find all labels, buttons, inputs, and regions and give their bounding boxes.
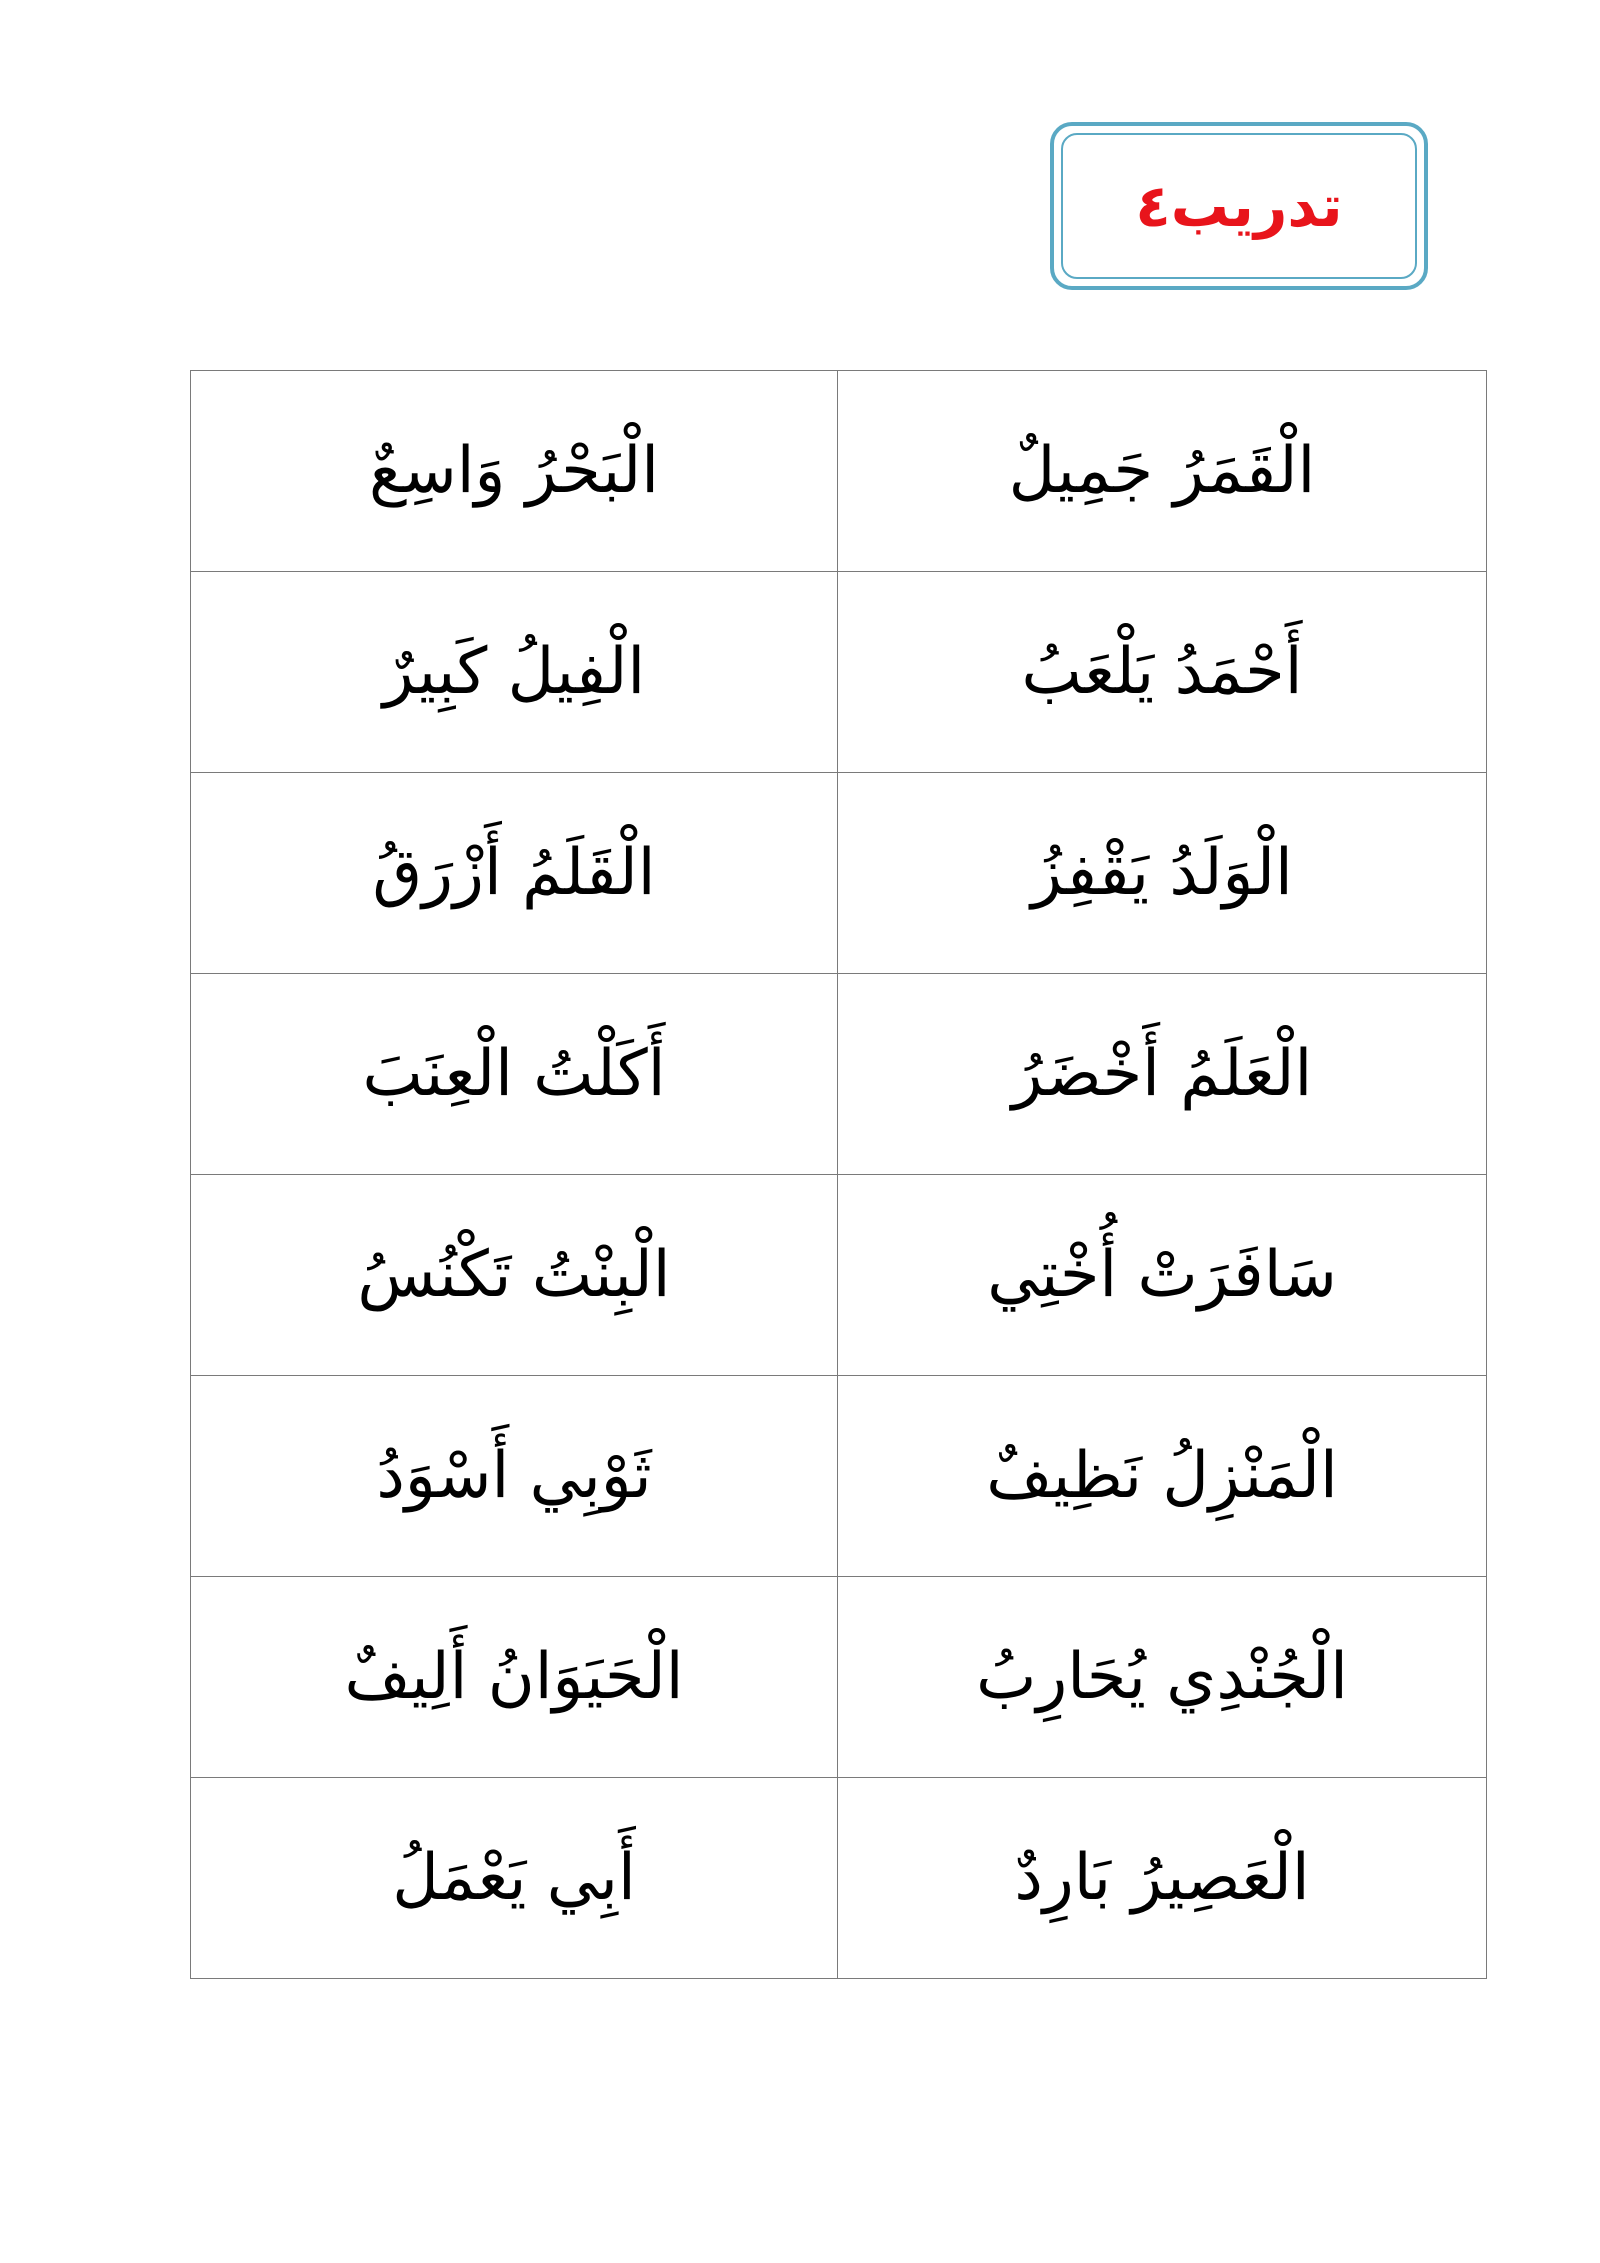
table-row <box>191 974 1487 1175</box>
sentence-cell-right: الْعَصِيرُ بَارِدٌ <box>838 1778 1487 1979</box>
sentence-cell-left: أَبِي يَعْمَلُ <box>191 1778 838 1979</box>
title-box-inner-frame <box>1061 133 1417 279</box>
sentence-cell-right: سَافَرَتْ أُخْتِي <box>838 1175 1487 1376</box>
table-row <box>191 773 1487 974</box>
sentence-cell-left: ثَوْبِي أَسْوَدُ <box>191 1376 838 1577</box>
table-row <box>191 572 1487 773</box>
sentence-cell-left: الْفِيلُ كَبِيرٌ <box>191 572 838 773</box>
sentence-cell-right: الْعَلَمُ أَخْضَرُ <box>838 974 1487 1175</box>
sentence-cell-right: أَحْمَدُ يَلْعَبُ <box>838 572 1487 773</box>
table-row <box>191 1577 1487 1778</box>
title-box <box>1050 122 1428 290</box>
sentence-cell-right: الْوَلَدُ يَقْفِزُ <box>838 773 1487 974</box>
sentence-cell-left: الْبَحْرُ وَاسِعٌ <box>191 371 838 572</box>
sentence-cell-right: الْجُنْدِي يُحَارِبُ <box>838 1577 1487 1778</box>
sentence-cell-left: الْقَلَمُ أَزْرَقُ <box>191 773 838 974</box>
sentence-cell-left: أَكَلْتُ الْعِنَبَ <box>191 974 838 1175</box>
table-row <box>191 1376 1487 1577</box>
table-row <box>191 1175 1487 1376</box>
page-title: تدريب٤ <box>1135 172 1343 240</box>
table-row <box>191 1778 1487 1979</box>
table-row <box>191 371 1487 572</box>
sentence-table <box>190 370 1487 1979</box>
sentence-cell-right: الْمَنْزِلُ نَظِيفٌ <box>838 1376 1487 1577</box>
sentence-cell-left: الْبِنْتُ تَكْنُسُ <box>191 1175 838 1376</box>
sentence-cell-right: الْقَمَرُ جَمِيلٌ <box>838 371 1487 572</box>
sentence-cell-left: الْحَيَوَانُ أَلِيفٌ <box>191 1577 838 1778</box>
